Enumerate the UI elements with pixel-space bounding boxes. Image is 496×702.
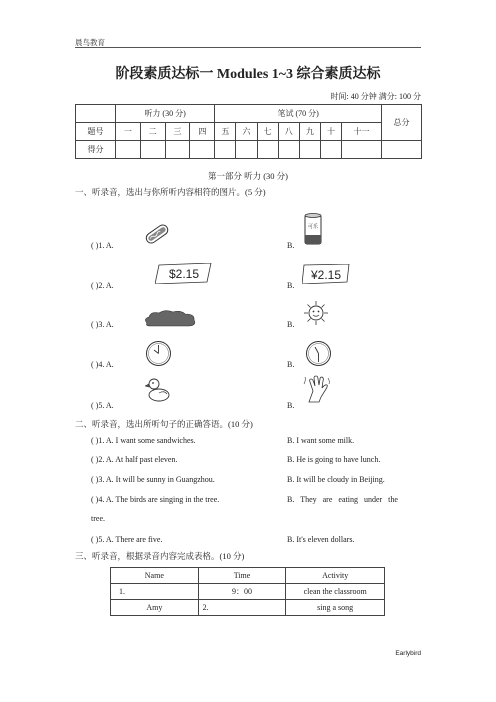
score-cell[interactable] <box>236 141 257 159</box>
page-title: 阶段素质达标一 Modules 1~3 综合素质达标 <box>115 67 381 82</box>
cell-time-2[interactable]: 2. <box>198 600 286 616</box>
hotdog-icon <box>143 221 171 247</box>
q1-title: 一、听录音，选出与你所听内容相符的图片。(5 分) <box>75 187 266 197</box>
qnum-label: 题号 <box>76 123 116 141</box>
col-5: 五 <box>215 123 236 141</box>
q2-item-3-a: ( )3. A. It will be sunny in Guangzhou. <box>91 475 215 484</box>
q1-item-1: ( )1. A. <box>91 241 114 250</box>
q2-item-1-b: B. I want some milk. <box>287 436 355 445</box>
q2-item-2-a: ( )2. A. At half past eleven. <box>91 455 178 464</box>
score-cell[interactable] <box>278 141 299 159</box>
q2-item-1-a: ( )1. A. I want some sandwiches. <box>91 436 196 445</box>
score-label: 得分 <box>76 141 116 159</box>
col-3: 三 <box>165 123 190 141</box>
listening-header: 听力 (30 分) <box>115 105 214 123</box>
cell-time-1: 9：00 <box>198 584 286 600</box>
score-cell[interactable] <box>215 141 236 159</box>
q1-b-label: B. <box>287 320 295 329</box>
col-9: 九 <box>299 123 320 141</box>
cell-activity-2: sing a song <box>286 600 385 616</box>
can-label: 可乐 <box>307 224 319 230</box>
dollar-price-tag-icon <box>155 263 213 284</box>
q1-b-label: B. <box>287 281 295 290</box>
header-divider <box>75 47 421 48</box>
clock-icon <box>145 340 172 367</box>
cell-activity-1: clean the classroom <box>286 584 385 600</box>
q2-item-3-b: B. It will be cloudy in Beijing. <box>287 475 385 484</box>
score-cell[interactable] <box>165 141 190 159</box>
score-cell[interactable] <box>381 141 421 159</box>
time-score-info: 时间: 40 分钟 满分: 100 分 <box>330 92 421 101</box>
header-activity: Activity <box>286 568 385 584</box>
brand-header: 晨鸟教育 <box>75 38 105 47</box>
header-time: Time <box>198 568 286 584</box>
q1-b-label: B. <box>287 241 295 250</box>
yuan-price-tag-icon <box>302 264 350 284</box>
q1-b-label: B. <box>287 360 295 369</box>
clock-icon <box>305 340 332 367</box>
dollar-price: $2.15 <box>168 267 200 281</box>
score-cell[interactable] <box>342 141 382 159</box>
sun-icon <box>303 300 329 326</box>
col-10: 十 <box>320 123 341 141</box>
footer-brand: Earlybird <box>395 650 421 657</box>
waving-hand-icon <box>303 374 331 404</box>
duck-icon <box>145 375 171 403</box>
header-name: Name <box>111 568 199 584</box>
col-6: 六 <box>236 123 257 141</box>
q2-item-5-a: ( )5. A. There are five. <box>91 535 163 544</box>
col-1: 一 <box>115 123 140 141</box>
col-7: 七 <box>257 123 278 141</box>
col-11: 十一 <box>342 123 382 141</box>
score-cell[interactable] <box>140 141 165 159</box>
cell-name-2: Amy <box>111 600 199 616</box>
yuan-price: ¥2.15 <box>310 268 342 282</box>
score-cell[interactable] <box>190 141 215 159</box>
q1-item-2: ( )2. A. <box>91 281 114 290</box>
part1-heading: 第一部分 听力 (30 分) <box>207 171 289 181</box>
score-cell[interactable] <box>299 141 320 159</box>
score-cell[interactable] <box>115 141 140 159</box>
q3-title: 三、听录音，根据录音内容完成表格。(10 分) <box>75 551 245 561</box>
q2-item-4-continuation: tree. <box>91 514 105 523</box>
q1-item-4: ( )4. A. <box>91 360 114 369</box>
blank-cell <box>76 105 116 123</box>
activity-table <box>110 567 385 616</box>
q2-item-2-b: B. He is going to have lunch. <box>287 455 381 464</box>
col-8: 八 <box>278 123 299 141</box>
score-cell[interactable] <box>320 141 341 159</box>
q1-b-label: B. <box>287 401 295 410</box>
written-header: 笔试 (70 分) <box>215 105 382 123</box>
col-2: 二 <box>140 123 165 141</box>
q1-item-5: ( )5. A. <box>91 401 114 410</box>
cola-can-icon <box>303 212 323 246</box>
q2-item-5-b: B. It's eleven dollars. <box>287 535 355 544</box>
score-table <box>75 104 422 159</box>
q1-item-3: ( )3. A. <box>91 320 114 329</box>
q2-title: 二、听录音，选出所听句子的正确答语。(10 分) <box>75 419 253 429</box>
q2-item-4-a: ( )4. A. The birds are singing in the tree. <box>91 495 220 504</box>
col-4: 四 <box>190 123 215 141</box>
cloud-icon <box>143 309 197 329</box>
score-cell[interactable] <box>257 141 278 159</box>
cell-name-1[interactable]: 1. <box>111 584 199 600</box>
q2-item-4-b: B. They are eating under the <box>287 495 398 504</box>
total-header: 总分 <box>381 105 421 141</box>
